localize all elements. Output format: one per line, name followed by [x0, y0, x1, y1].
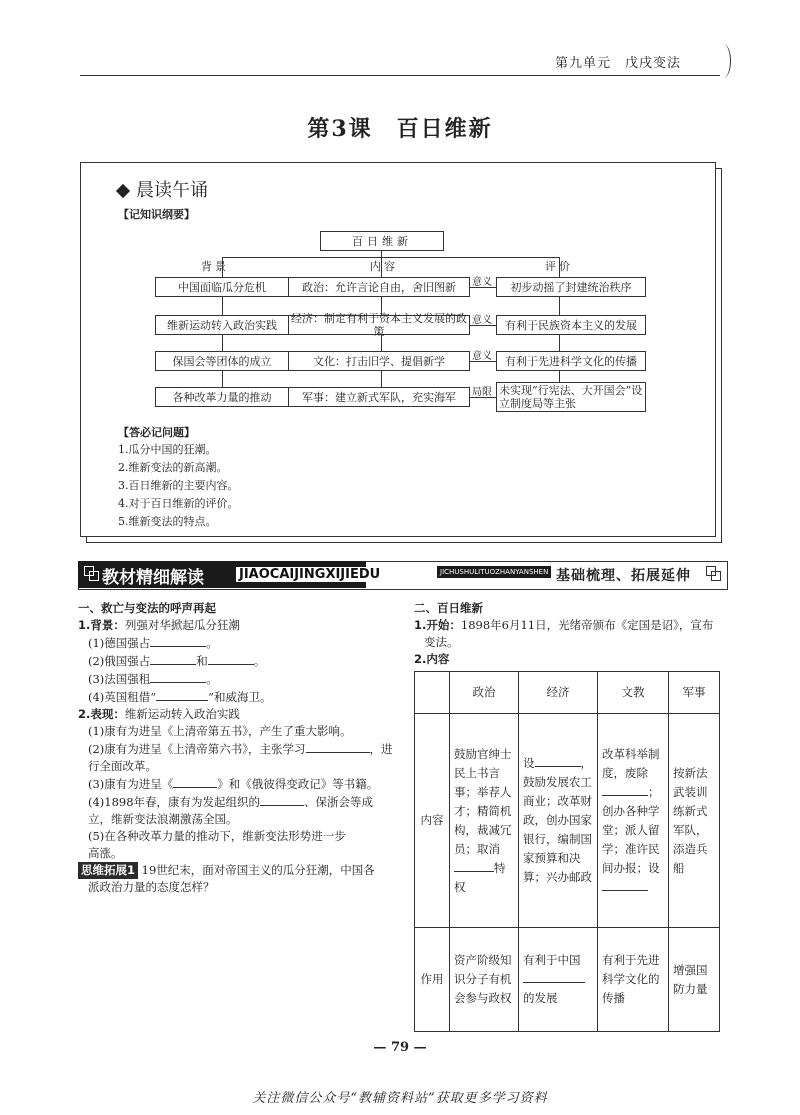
link-label: 局限: [472, 387, 492, 398]
questions-label: 【答必记问题】: [118, 426, 195, 439]
table-header-cell: 军事: [669, 672, 720, 714]
lesson-title: 第3课 百日维新: [307, 116, 493, 142]
fill-text: (4)英国租借“: [88, 690, 157, 704]
header-arc: [716, 44, 731, 78]
table-cell: [450, 714, 519, 928]
table-header-row: [415, 672, 720, 714]
bg-item: 中国面临瓜分危机: [155, 277, 289, 297]
cell-text: 有利于中国: [523, 953, 581, 967]
show-label: 2.表现：: [78, 707, 125, 721]
fill-text: 。: [206, 636, 218, 650]
fill-blank[interactable]: [150, 634, 206, 647]
bg-item: 各种改革力量的推动: [155, 387, 289, 407]
fill-blank[interactable]: [156, 688, 208, 701]
list-item: 行全面改革。: [88, 759, 157, 773]
fill-text: 和: [196, 654, 208, 668]
table-cell: [519, 714, 598, 928]
left-column: [78, 600, 402, 896]
question-item: 1.瓜分中国的狂潮。: [118, 443, 217, 456]
question-item: 3.百日维新的主要内容。: [118, 479, 239, 492]
start-text: 变法。: [424, 635, 459, 649]
morning-heading: [118, 176, 208, 202]
table-row: [415, 714, 720, 928]
link-label: 意义: [472, 351, 492, 362]
cell-text: 的发展: [523, 991, 558, 1005]
eval-item: 初步动摇了封建统治秩序: [496, 277, 646, 297]
question-item: 4.对于百日维新的评价。: [118, 497, 239, 510]
cell-text: 改革科举制度，废除: [602, 746, 660, 780]
fill-blank[interactable]: [150, 652, 196, 665]
cell-text: ；创办各种学堂；派人留学；准许民间办报；设: [602, 784, 660, 875]
map-root: 百日维新: [320, 231, 444, 251]
outline-label: 【记知识纲要】: [118, 208, 195, 221]
banner-title: 教材精细解读: [102, 568, 204, 588]
cat-content: 内容: [370, 260, 398, 273]
table-cell: [598, 714, 669, 928]
content-item: 军事：建立新式军队，充实海军: [288, 387, 470, 407]
fill-text: (1)德国强占: [88, 636, 151, 650]
bg-label: 1.背景：: [78, 618, 125, 632]
banner-pinyin-small: JICHUSHULITUOZHANYANSHEN: [437, 566, 551, 578]
fill-text: ”和威海卫。: [208, 690, 272, 704]
bg-text: 列强对华掀起瓜分狂潮: [124, 618, 240, 632]
unit-header: 第九单元 戊戌变法: [555, 56, 682, 71]
table-header-cell: [415, 672, 450, 714]
list-item: 高涨。: [88, 846, 123, 860]
section-heading: 二、百日维新: [414, 601, 483, 615]
banner-square-icon: [89, 571, 99, 581]
table-cell: [519, 928, 598, 1032]
section-heading: 一、救亡与变法的呼声再起: [78, 601, 216, 615]
cat-background: 背景: [201, 260, 229, 273]
start-label: 1.开始：: [414, 618, 461, 632]
eval-item: 有利于民族资本主义的发展: [496, 315, 646, 335]
think-text: 派政治力量的态度怎样？: [88, 880, 215, 894]
fill-text: 、保浙会等成: [304, 795, 374, 809]
fill-text: (2)俄国强占: [88, 654, 151, 668]
table-cell: 有利于先进科学文化的传播: [598, 928, 669, 1032]
fill-blank[interactable]: [454, 859, 494, 872]
fill-text: (3)法国强租: [88, 672, 151, 686]
think-text: 19世纪末，面对帝国主义的瓜分狂潮，中国各: [141, 863, 375, 877]
bg-item: 保国会等团体的成立: [155, 351, 289, 371]
cell-text: 特权: [454, 860, 506, 894]
list-item: (5)在各种改革力量的推动下，维新变法形势进一步: [88, 829, 346, 843]
banner-pinyin: JIAOCAIJINGXIJIEDU: [236, 567, 383, 582]
morning-heading-text: 晨读午诵: [136, 180, 208, 201]
fill-blank[interactable]: [260, 793, 304, 806]
fill-text: (2)康有为进呈《上清帝第六书》，主张学习: [88, 742, 306, 756]
table-header-cell: 文教: [598, 672, 669, 714]
cell-text: 鼓励官绅士民上书言事；举荐人才；精简机构，裁减冗员；取消: [454, 746, 512, 856]
cell-text: ，鼓励发展农工商业；改革财政，创办国家银行，编制国家预算和决算；兴办邮政: [523, 756, 592, 884]
list-item: 立，维新变法浪潮激荡全国。: [88, 812, 238, 826]
table-row: [415, 928, 720, 1032]
banner-subtitle: 基础梳理、拓展延伸: [556, 568, 691, 584]
page-number: — 79 —: [373, 1040, 427, 1055]
footer-note: 关注微信公众号“教辅资料站”获取更多学习资料: [252, 1091, 548, 1106]
table-cell: 按新法武装训练新式军队，添造兵船: [669, 714, 720, 928]
table-cell: 增强国防力量: [669, 928, 720, 1032]
cell-text: 设: [523, 756, 535, 770]
fill-blank[interactable]: [535, 754, 581, 767]
eval-item: 未实现“行宪法、大开国会”设立制度局等主张: [496, 382, 646, 412]
fill-blank[interactable]: [602, 878, 648, 891]
right-column: [414, 600, 722, 668]
show-text: 维新运动转入政治实践: [124, 707, 240, 721]
content-label: 2.内容: [414, 652, 450, 666]
fill-text: 。: [253, 654, 266, 668]
cat-evaluation: 评价: [545, 260, 573, 273]
fill-text: (3)康有为进呈《: [88, 777, 174, 791]
eval-item: 有利于先进科学文化的传播: [496, 351, 646, 371]
table-header-cell: 政治: [450, 672, 519, 714]
fill-blank[interactable]: [150, 670, 206, 683]
fill-text: (4)1898年春，康有为发起组织的: [88, 795, 261, 809]
question-item: 2.维新变法的新高潮。: [118, 461, 228, 474]
header-rule: [80, 75, 720, 76]
table-cell: 资产阶级知识分子有机会参与政权: [450, 928, 519, 1032]
link-label: 意义: [472, 277, 492, 288]
fill-text: 》和《俄彼得变政记》等书籍。: [217, 777, 379, 791]
banner-square-icon: [711, 571, 721, 581]
think-tag: 思维拓展1: [78, 862, 138, 879]
bg-item: 维新运动转入政治实践: [155, 315, 289, 335]
row-label: 作用: [415, 928, 450, 1032]
fill-text: ，进: [369, 742, 393, 756]
start-text: 1898年6月11日，光绪帝颁布《定国是诏》，宣布: [460, 618, 714, 632]
list-item: (1)康有为进呈《上清帝第五书》，产生了重大影响。: [88, 724, 352, 738]
content-table: [414, 671, 720, 1032]
fill-blank[interactable]: [306, 740, 370, 753]
question-item: 5.维新变法的特点。: [118, 515, 217, 528]
fill-blank[interactable]: [523, 970, 585, 983]
link-label: 意义: [472, 315, 492, 326]
table-header-cell: 经济: [519, 672, 598, 714]
content-item: 文化：打击旧学、提倡新学: [288, 351, 470, 371]
diamond-icon: [116, 184, 130, 198]
row-label: 内容: [415, 714, 450, 928]
fill-blank[interactable]: [173, 775, 217, 788]
content-item: 政治：允许言论自由，舍旧图新: [288, 277, 470, 297]
question-list: [118, 441, 239, 531]
fill-text: 。: [206, 672, 218, 686]
content-item: 经济：制定有利于资本主义发展的政策: [288, 315, 470, 335]
fill-blank[interactable]: [208, 652, 254, 665]
fill-blank[interactable]: [602, 783, 648, 796]
